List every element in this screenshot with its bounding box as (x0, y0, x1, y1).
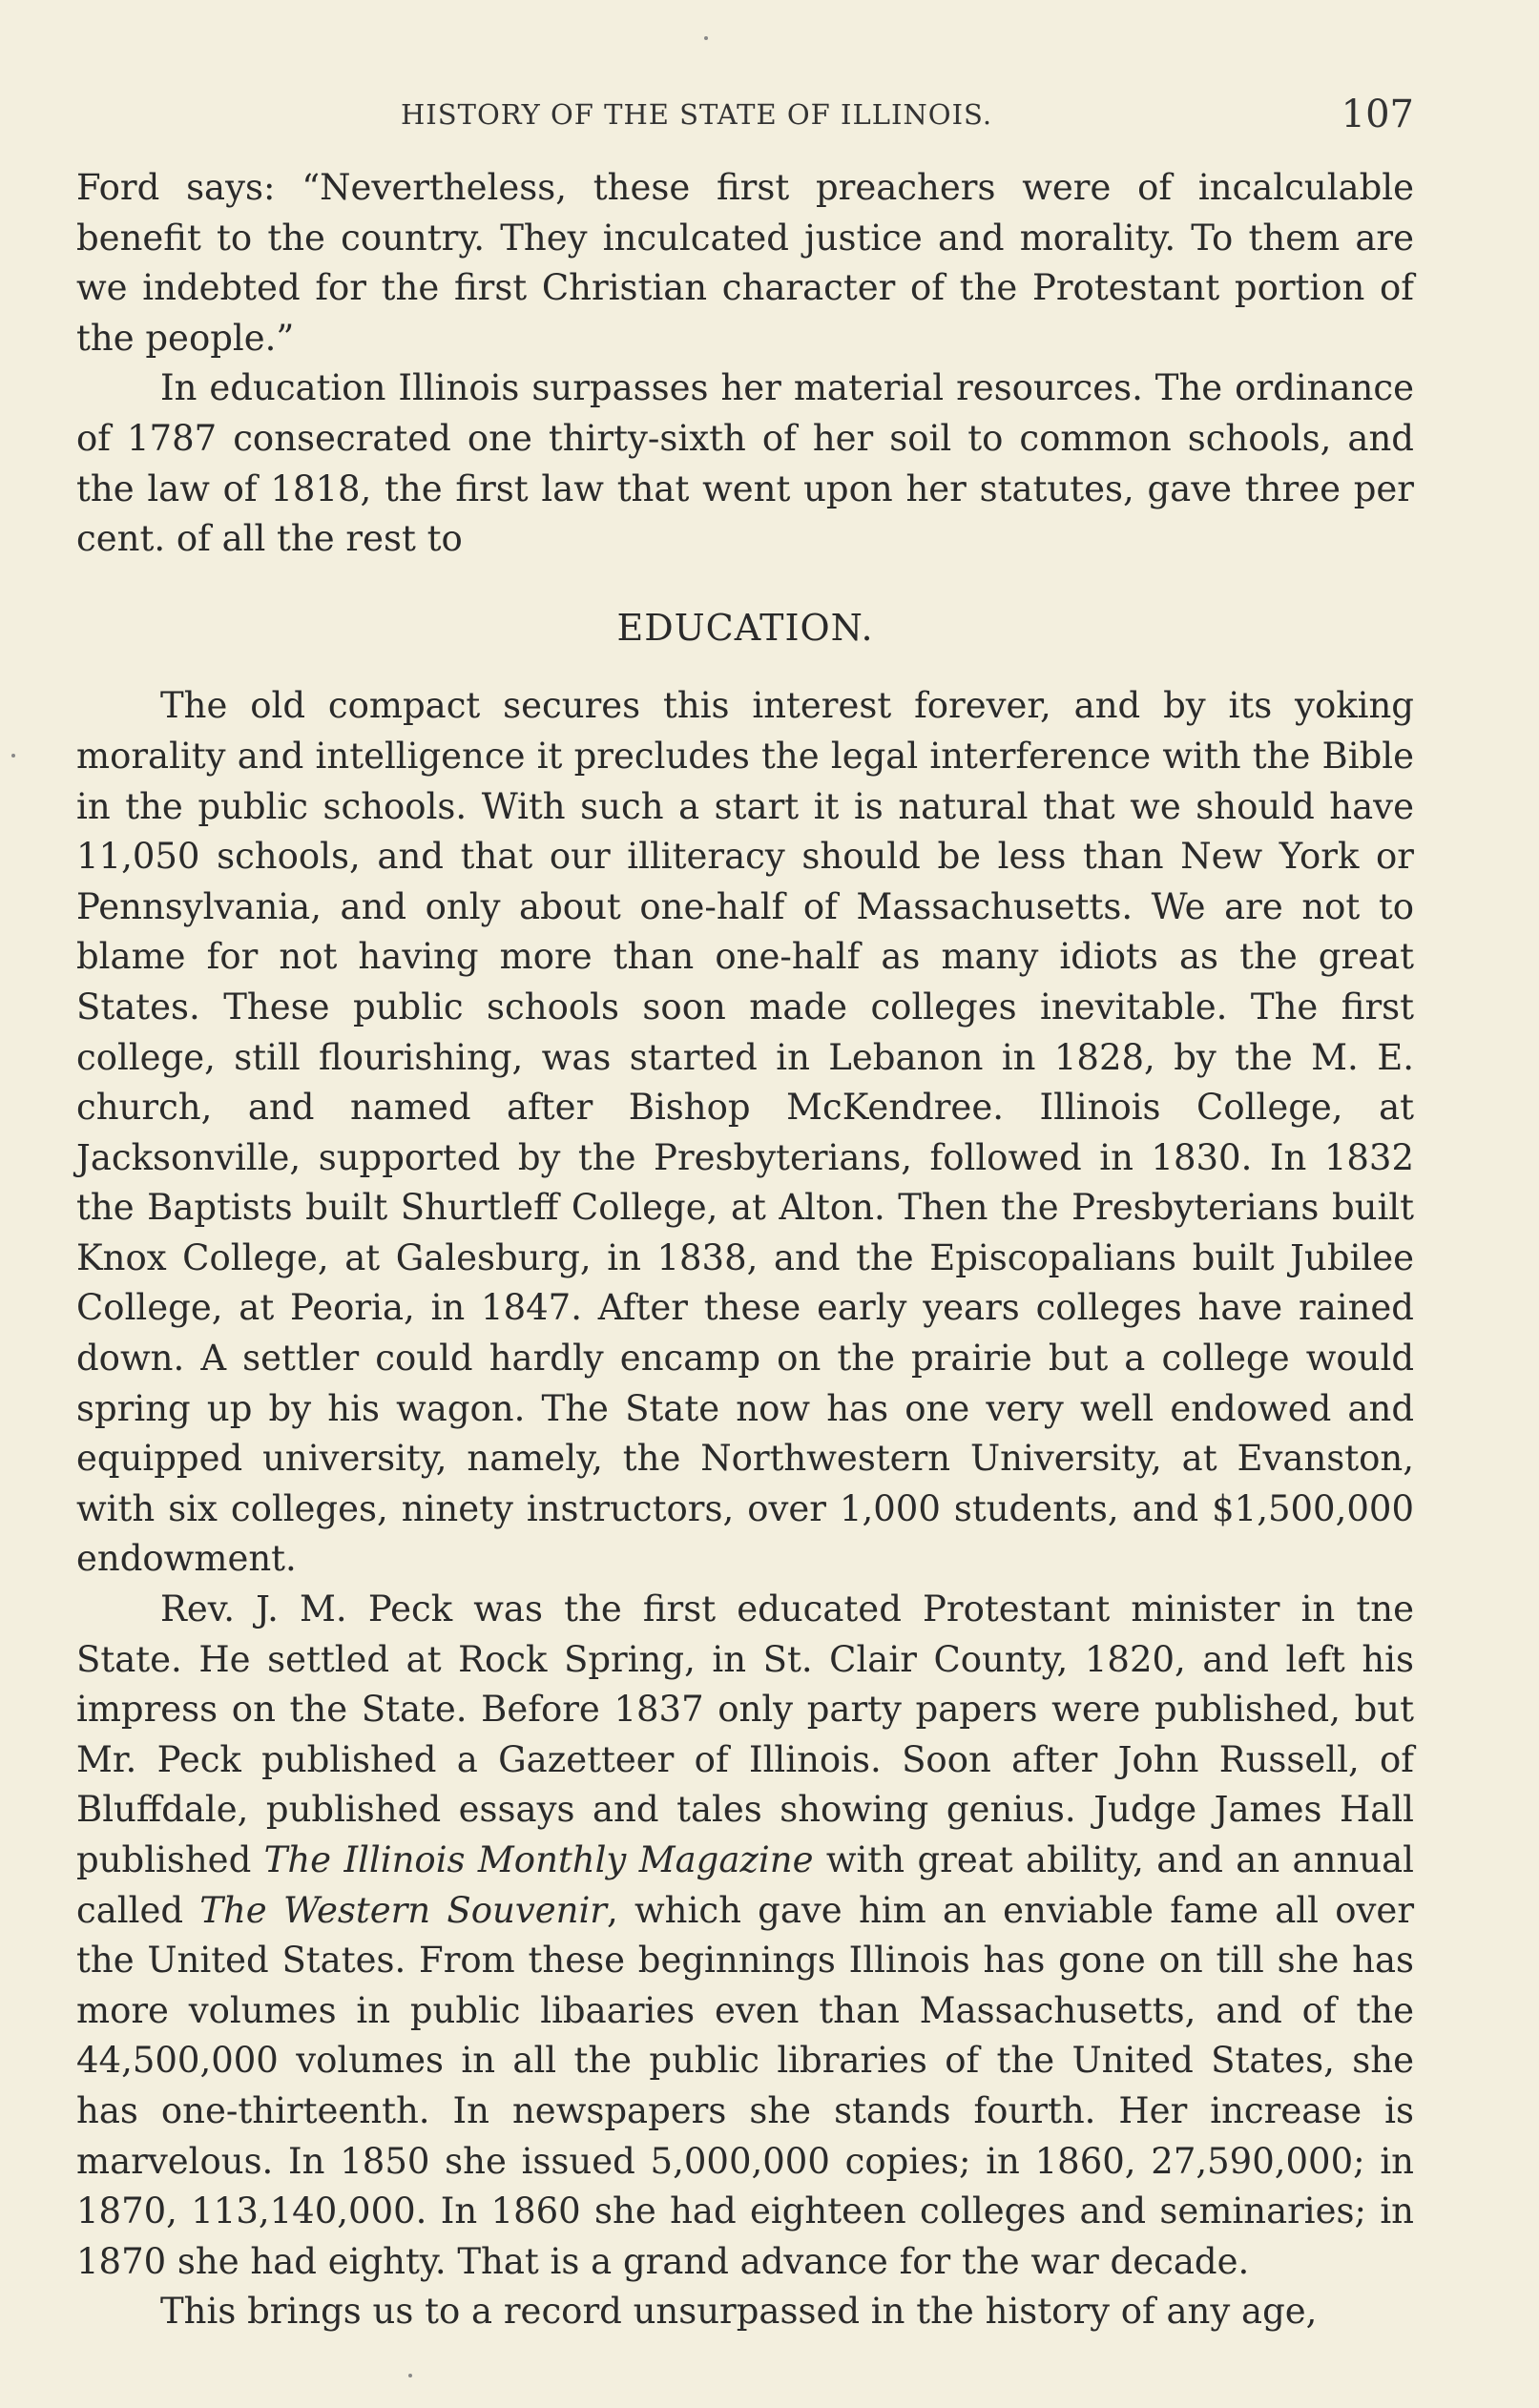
paragraph-closing: This brings us to a record unsurpassed in the history of any age, (160, 2291, 1318, 2333)
section-heading: EDUCATION. (616, 606, 874, 649)
book-page (76, 91, 1414, 2337)
paragraph-education: The old compact secures this interest forever, and by its yoking morality and intelligence it precludes the legal interference with the Bible in the public schools. With such a start it is natural that we should have 11,050 schools, and that our illiteracy should be less than New York or Pennsylvania, and only about one-half of Massachusetts. We are not to blame for not having more than one-half as many idiots as the great States. These public schools soon made colleges inevitable. The first college, still flourishing, was started in Lebanon in 1828, by the M. E. church, and named after Bishop McKendree. Illinois College, at Jacksonville, supported by the Presbyterians, followed in 1830. In 1832 the Baptists built Shurtleff College, at Alton. Then the Presbyterians built Knox College, at Galesburg, in 1838, and the Episcopalians built Jubilee College, at Peoria, in 1847. After these early years colleges have rained down. A settler could hardly encamp on the prairie but a college would spring up by his wagon. The State now has one very well endowed and equipped university, namely, the Northwestern University, at Evanston, with six colleges, ninety instructors, over 1,000 students, and $1,500,000 endowment. (76, 685, 1414, 1580)
paper-speck (408, 2374, 412, 2377)
annual-title: The Western Souvenir (199, 1889, 607, 1931)
paper-speck (11, 754, 15, 758)
page-number: 107 (1341, 93, 1414, 136)
paragraph-education-intro: In education Illinois surpasses her material resources. The ordinance of 1787 consecrated one thirty-sixth of her soil to common schools, and the law of 1818, the first law that went upon her statutes, gave three per cent. of all the rest to (76, 367, 1414, 560)
paragraph-ford-quote: Ford says: “Nevertheless, these first preachers were of incalculable benefit to the country. They inculcated justice and morality. To them are we indebted for the first Christian character of the Protestant portion of the people.” (76, 167, 1414, 359)
paper-speck (704, 36, 708, 40)
running-title: HISTORY OF THE STATE OF ILLINOIS. (401, 98, 993, 131)
body-text (76, 163, 1414, 2337)
running-header (76, 91, 1414, 140)
peck-text-1: Rev. J. M. Peck was the first educated Protestant minister in tne State. He settled at Rock Spring, in St. Clair County, 1820, and left his impress on the State. Before 1837 only party papers were published, but Mr. Peck published a Gazetteer of Illinois. Soon after John Russell, of Bluffdale, published essays and tales showing genius. Judge James Hall published (76, 1588, 1414, 1880)
magazine-title: The Illinois Monthly Magazine (263, 1839, 814, 1880)
peck-text-2: with great ability, and an annual called (76, 1839, 1414, 1931)
peck-text-3: , which gave him an enviable fame all over the United States. From these beginnings Illinois has gone on till she has more volumes in public libaaries even than Massachusetts, and of the 44,500,000 volumes in all the public libraries of the United States, she has one-thirteenth. In newspapers she stands fourth. Her increase is marvelous. In 1850 she issued 5,000,000 copies; in 1860, 27,590,000; in 1870, 113,140,000. In 1860 she had eighteen colleges and seminaries; in 1870 she had eighty. That is a grand advance for the war decade. (76, 1889, 1415, 2282)
paragraph-peck (76, 1585, 1414, 2287)
